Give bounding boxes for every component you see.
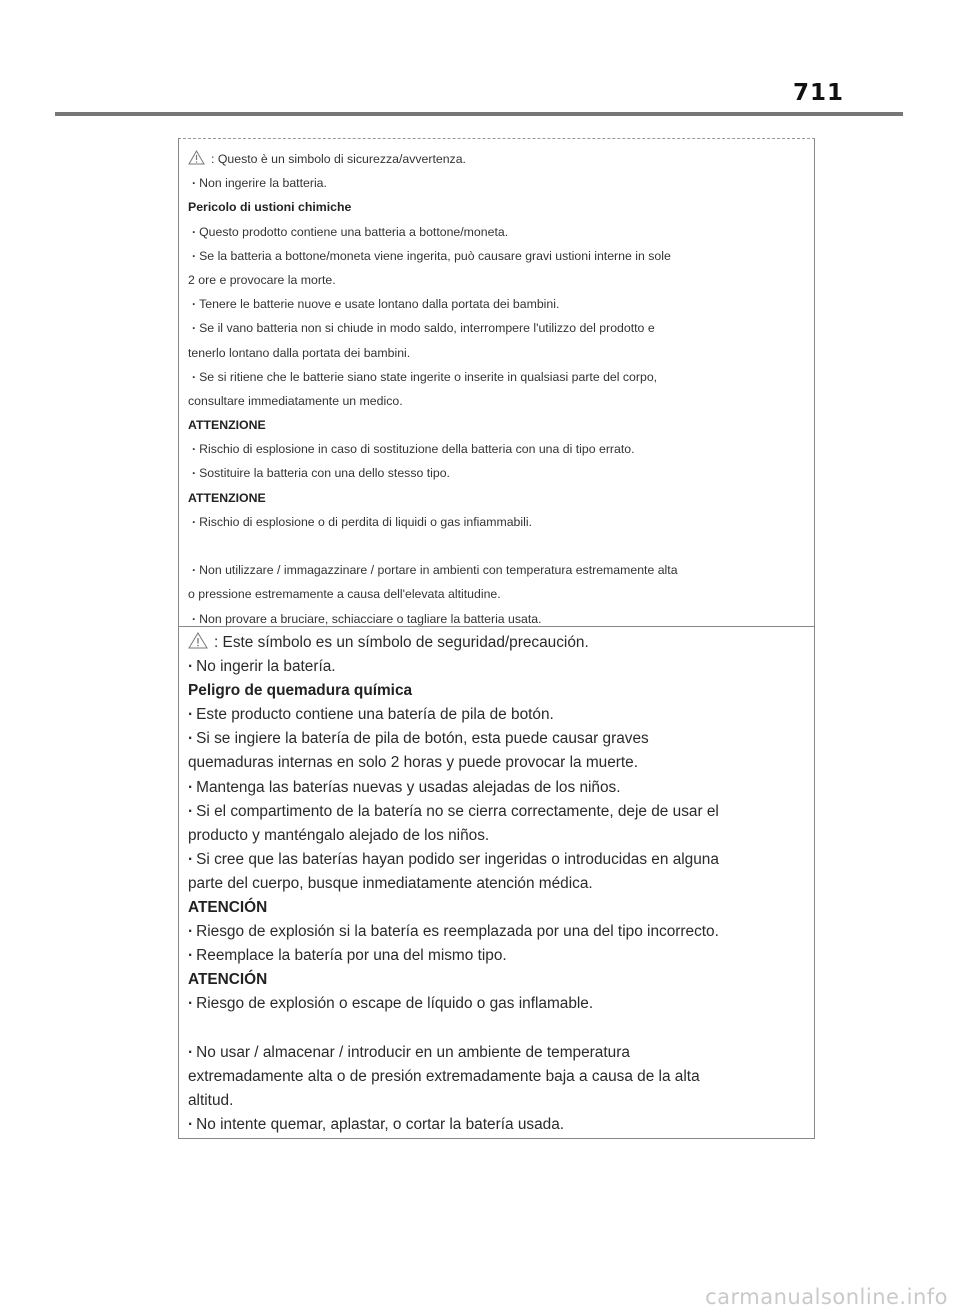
bullet-item: · No intente quemar, aplastar, o cortar la batería usada. — [188, 1113, 804, 1137]
text-line: 2 ore e provocare la morte. — [188, 272, 336, 287]
header-rule — [55, 112, 903, 116]
page-number: 711 — [792, 80, 844, 106]
bullet-item: · Non utilizzare / immagazzinare / portare in ambienti con temperatura estremamente alta — [188, 558, 804, 582]
bullet-item: · Si se ingiere la batería de pila de botón, esta puede causar graves — [188, 727, 804, 751]
spanish-lines — [188, 655, 804, 1137]
bullet-item: · Riesgo de explosión si la batería es reemplazada por una del tipo incorrecto. — [188, 920, 804, 944]
italian-lines — [188, 171, 804, 631]
bullet-item: · Non provare a bruciare, schiacciare o tagliare la batteria usata. — [188, 607, 804, 631]
section-heading: ATTENZIONE — [188, 490, 266, 505]
text-line: tenerlo lontano dalla portata dei bambini. — [188, 345, 411, 360]
text-line: consultare immediatamente un medico. — [188, 393, 403, 408]
bullet-item: · Non ingerire la batteria. — [188, 171, 804, 195]
italian-symbol-text: : Questo è un simbolo di sicurezza/avvertenza. — [211, 152, 466, 166]
bullet-item: · Sostituire la batteria con una dello stesso tipo. — [188, 461, 804, 485]
spacer — [188, 1017, 804, 1041]
section-heading: ATENCIÓN — [188, 899, 268, 917]
bullet-item: · Se si ritiene che le batterie siano state ingerite o inserite in qualsiasi parte del corpo, — [188, 365, 804, 389]
spanish-symbol-text: : Este símbolo es un símbolo de seguridad/precaución. — [214, 634, 589, 651]
bullet-item: · Mantenga las baterías nuevas y usadas alejadas de los niños. — [188, 776, 804, 800]
bullet-item: · Se il vano batteria non si chiude in modo saldo, interrompere l'utilizzo del prodotto e — [188, 316, 804, 340]
bullet-item: · Riesgo de explosión o escape de líquido o gas inflamable. — [188, 992, 804, 1016]
bullet-item: · Si el compartimento de la batería no se cierra correctamente, deje de usar el — [188, 800, 804, 824]
text-line: o pressione estremamente a causa dell'elevata altitudine. — [188, 587, 501, 602]
italian-symbol-line — [188, 147, 804, 171]
bullet-item: · Se la batteria a bottone/moneta viene ingerita, può causare gravi ustioni interne in sole — [188, 244, 804, 268]
spacer — [188, 534, 804, 558]
bullet-item: · No usar / almacenar / introducir en un ambiente de temperatura — [188, 1041, 804, 1065]
watermark: carmanualsonline.info — [705, 1285, 948, 1309]
bullet-item: · Si cree que las baterías hayan podido ser ingeridas o introducidas en alguna — [188, 848, 804, 872]
bullet-item: · Rischio di esplosione o di perdita di liquidi o gas infiammabili. — [188, 510, 804, 534]
bullet-item: · Questo prodotto contiene una batteria a bottone/moneta. — [188, 220, 804, 244]
spanish-symbol-line — [188, 631, 804, 655]
text-line: parte del cuerpo, busque inmediatamente atención médica. — [188, 874, 593, 892]
bullet-item: · Rischio di esplosione in caso di sostituzione della batteria con una di tipo errato. — [188, 437, 804, 461]
text-line: altitud. — [188, 1091, 234, 1109]
italian-warning-box — [178, 138, 815, 627]
bullet-item: · Este producto contiene una batería de pila de botón. — [188, 703, 804, 727]
warning-triangle-icon — [188, 149, 205, 173]
bullet-item: · Tenere le batterie nuove e usate lontano dalla portata dei bambini. — [188, 292, 804, 316]
bullet-item: · Reemplace la batería por una del mismo tipo. — [188, 944, 804, 968]
text-line: extremadamente alta o de presión extremadamente baja a causa de la alta — [188, 1067, 700, 1085]
spanish-warning-box — [178, 626, 815, 1139]
section-heading: ATENCIÓN — [188, 971, 268, 989]
section-heading: ATTENZIONE — [188, 418, 266, 433]
text-line: producto y manténgalo alejado de los niños. — [188, 826, 490, 844]
bullet-item: · No ingerir la batería. — [188, 655, 804, 679]
text-line: quemaduras internas en solo 2 horas y puede provocar la muerte. — [188, 754, 639, 772]
warning-triangle-icon — [188, 632, 208, 657]
section-heading: Peligro de quemadura química — [188, 682, 413, 700]
section-heading: Pericolo di ustioni chimiche — [188, 200, 352, 215]
